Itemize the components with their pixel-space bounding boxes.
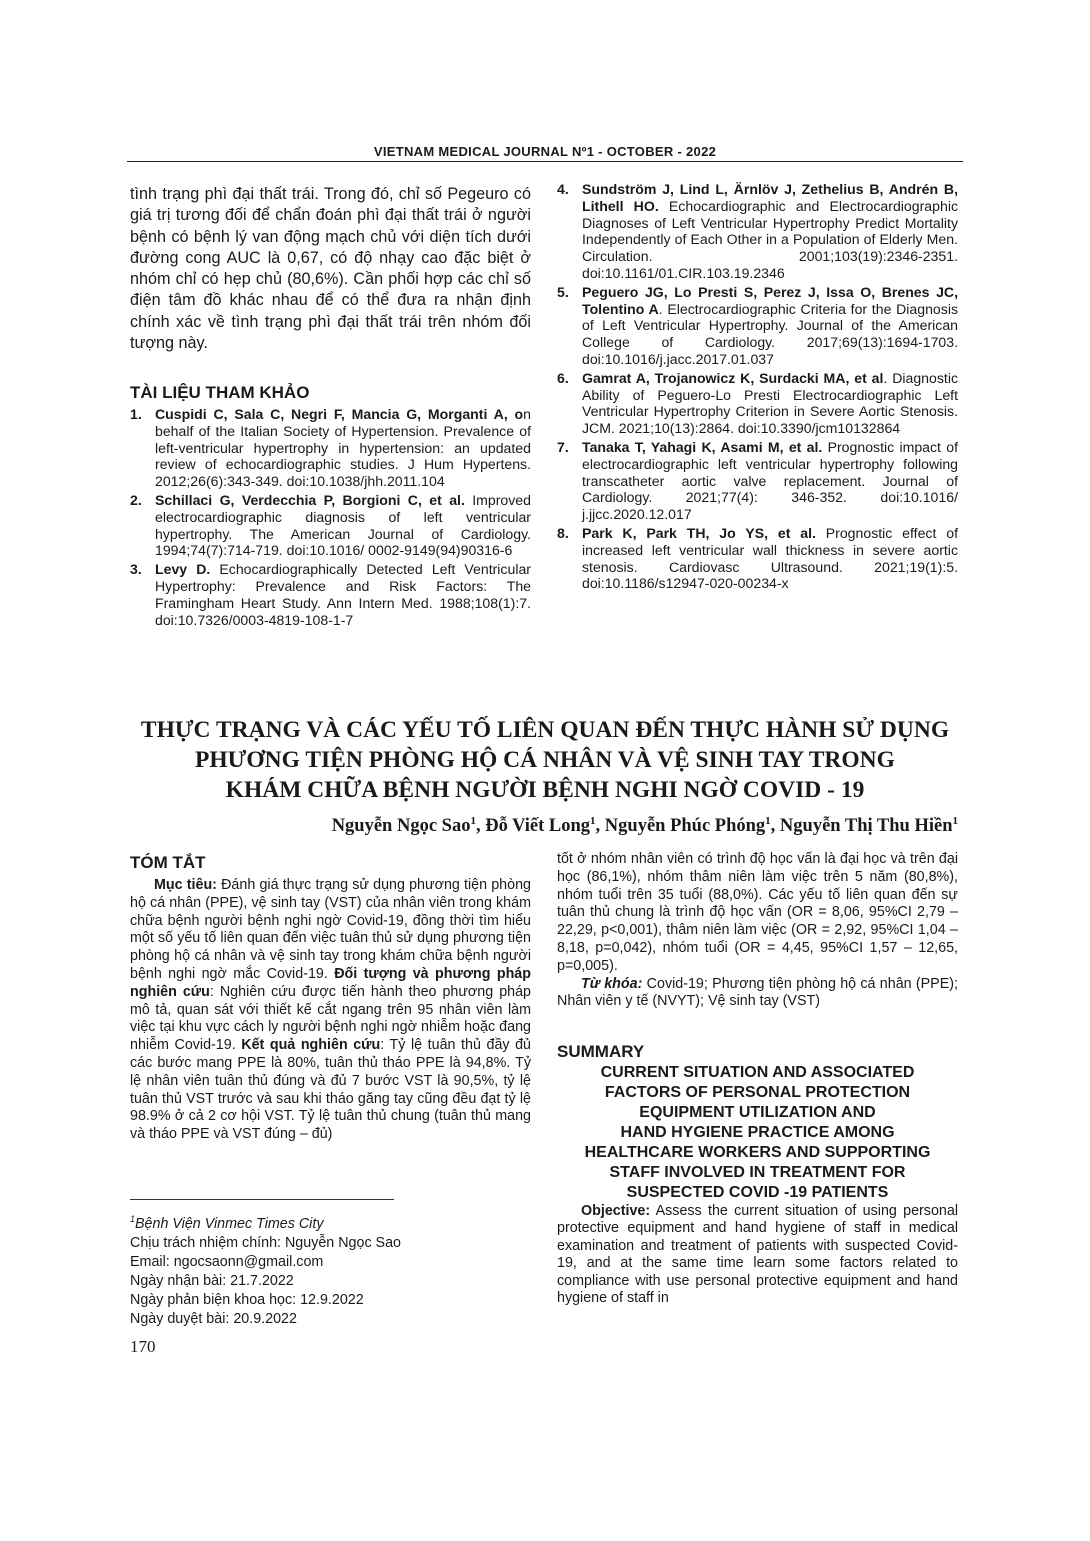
keywords-label: Từ khóa: [581,975,643,992]
article-title-line: THỰC TRẠNG VÀ CÁC YẾU TỐ LIÊN QUAN ĐẾN THỰC HÀNH SỬ DỤNG [140,717,950,743]
summary-title-line: FACTORS OF PERSONAL PROTECTION [604,1084,911,1101]
doi-tuong-label: Đối tượng và phương pháp nghiên cứu [130,965,531,1000]
reference-authors: Gamrat A, Trojanowicz K, Surdacki MA, et al [582,369,884,386]
footnote-rule [130,1199,394,1200]
reference-item [130,561,531,628]
reference-number: 2. [130,491,142,508]
summary-heading: SUMMARY [557,1042,645,1061]
article-title-line: KHÁM CHỮA BỆNH NGƯỜI BỆNH NGHI NGỜ COVID - 19 [225,777,865,803]
footnote-received: Ngày nhận bài: 21.7.2022 [130,1272,294,1289]
author-affiliation-sup: 1 [470,815,476,827]
reference-number: 5. [557,283,569,300]
reference-text: Prognostic effect of increased left ventricular wall thickness in severe aortic stenosis. Cardiovasc Ultrasound. 2021;19(1):5. doi:10.1186/s12947-020-00234-x [582,524,958,592]
references-list-left [130,406,531,628]
reference-number: 8. [557,524,569,541]
reference-item [130,492,531,559]
abstract-continued-text: tốt ở nhóm nhân viên có trình độ học vấn là đại học và trên đại học (86,1%), nhóm thâm niên làm việc trên 5 năm (80,8%), nhóm tuổi trên 35 tuổi (88,0%). Các yếu tố liên quan đến sự tuân thủ chung là trình độ học vấn (OR = 8,06, 95%CI 2,79 – 22,29, p<0,001), thâm niên làm việc (OR = 2,92, 95%CI 1,04 – 8,18, p=0,042), nhóm tuổi (OR = 4,45, 95%CI 1,57 – 12,65, p=0,005). [557,851,958,974]
footnote-responsible: Chịu trách nhiệm chính: Nguyễn Ngọc Sao [130,1234,401,1251]
reference-text: Prognostic impact of electrocardiographic left ventricular hypertrophy following transcatheter aortic valve replacement. Journal of Cardiology. 2021;77(4): 346-352. doi:10.1016/ j.jjcc.2020.12.017 [582,438,958,523]
reference-item [130,406,531,490]
intro-paragraph: tình trạng phì đại thất trái. Trong đó, chỉ số Pegeuro có giá trị tương đối để chẩn đoán phì đại thất trái ở người bệnh có bệnh lý van động mạch chủ với diện tích dưới đường cong AUC là 0,67, có độ nhạy cao đặc biệt ở nhóm chỉ có hẹp chủ (80,6%). Cần phối hợp các chỉ số điện tâm đồ khác nhau để có thể đưa ra nhận định chính xác về tình trạng phì đại thất trái trên nhóm đối tượng này. [130,185,531,353]
footnote-reviewed: Ngày phản biện khoa học: 12.9.2022 [130,1291,364,1308]
muc-tieu-text: Đánh giá thực trạng sử dụng phương tiện phòng hộ cá nhân (PPE), vệ sinh tay (VST) của nhân viên trong khám chữa bệnh người bệnh nghi ngờ Covid-19, đồng thời tìm hiểu một số yếu tố liên quan đến việc tuân thủ sử dụng phương tiện phòng hộ cá nhân và vệ sinh tay trong khám chữa bệnh người bệnh nghi ngờ mắc Covid-19. [130,877,531,982]
summary-title-line: SUSPECTED COVID -19 PATIENTS [626,1184,889,1201]
reference-item [557,284,958,368]
author-separator: , [595,816,605,837]
reference-authors: Park K, Park TH, Jo YS, et al. [582,524,816,541]
author-name: Nguyễn Phúc Phóng [604,816,766,837]
author-separator: , [770,816,780,837]
reference-text: . Electrocardiographic Criteria for the Diagnosis of Left Ventricular Hypertrophy. Journal of the American College of Cardiology. 2017;69(13):1694-1703. doi:10.1016/j.jacc.2017.01.037 [582,300,958,367]
tomtat-heading: TÓM TẮT [130,853,206,872]
keywords-paragraph [557,976,958,1012]
reference-number: 4. [557,181,569,197]
summary-title-line: STAFF INVOLVED IN TREATMENT FOR [609,1164,906,1181]
ket-qua-label: Kết quả nghiên cứu [241,1037,381,1054]
authors-line [100,815,958,837]
summary-title-line: HEALTHCARE WORKERS AND SUPPORTING [584,1144,931,1161]
summary-title-line: EQUIPMENT UTILIZATION AND [639,1104,876,1121]
references-list-right [557,181,958,592]
keywords-text: Covid-19; Phương tiện phòng hộ cá nhân (PPE); Nhân viên y tế (NVYT); Vệ sinh tay (VST) [557,975,958,1010]
reference-authors: Schillaci G, Verdecchia P, Borgioni C, et al. [155,491,465,508]
page-number: 170 [130,1337,156,1356]
reference-authors: Tanaka T, Yahagi K, Asami M, et al. [582,438,823,455]
objective-text: Assess the current situation of using personal protective equipment and hand hygiene of staff in medical examination and treatment of patients with suspected Covid-19, and at the same time learn some factors related to compliance with use personal protective equipment and hand hygiene of staff in [557,1203,958,1307]
footnote-accepted: Ngày duyệt bài: 20.9.2022 [130,1310,297,1327]
reference-text: Echocardiographic and Electrocardiographic Diagnoses of Left Ventricular Hypertrophy Predict Mortality Independently of Each Other in a Population of Elderly Men. Circulation. 2001;103(19):2346-2351. doi:10.1161/01.CIR.103.19.2346 [582,197,958,281]
summary-objective [557,1203,958,1307]
author-affiliation-sup: 1 [952,815,958,827]
reference-authors: Levy D. [155,561,211,578]
author-separator: , [475,816,486,837]
ket-qua-text: : Tỷ lệ tuân thủ đầy đủ các bước mang PPE là 80%, tuân thủ tháo PPE là 94,8%. Tỷ lệ nhân viên tuân thủ đúng và đủ 7 bước VST là 90,5%, tỷ lệ tuân thủ VST trước và sau khi tháo găng tay cũng đều đạt tỷ lệ 98.9% ở cả 2 cơ hội VST. Tỷ lệ tuân thủ chung (tuân thủ mang và tháo PPE và VST đúng – đủ) [130,1037,532,1143]
footnote-email: Email: ngocsaonn@gmail.com [130,1253,324,1270]
summary-title-line: CURRENT SITUATION AND ASSOCIATED [600,1064,915,1081]
article-title [100,715,990,805]
summary-title-line: HAND HYGIENE PRACTICE AMONG [620,1124,895,1141]
reference-number: 7. [557,438,569,455]
author-name: Nguyễn Thị Thu Hiền [779,816,953,837]
reference-text: n behalf of the Italian Society of Hypertension. Prevalence of left-ventricular hypertrophy in hypertension: an updated review of echocardiographic studies. J Hum Hypertens. 2012;26(6):343-349. doi:10.1038/jhh.2011.104 [155,406,531,490]
reference-text: . Diagnostic Ability of Peguero-Lo Presti Electrocardiographic Left Ventricular Hypertrophy Criterion in Severe Aortic Stenosis. JCM. 2021;10(13):2864. doi:10.3390/jcm10132864 [582,369,958,437]
article-title-line: PHƯƠNG TIỆN PHÒNG HỘ CÁ NHÂN VÀ VỆ SINH TAY TRONG [195,747,895,773]
reference-number: 1. [130,406,142,422]
reference-authors: Cuspidi C, Sala C, Negri F, Mancia G, Morganti A, o [155,406,524,422]
affiliation-sup: 1 [130,1214,136,1224]
reference-item [557,439,958,523]
author-name: Nguyễn Ngọc Sao [331,816,471,837]
reference-item [557,370,958,437]
affiliation-text: Bệnh Viện Vinmec Times City [135,1215,324,1232]
journal-header: VIETNAM MEDICAL JOURNAL Nº1 - OCTOBER - 2022 [373,144,717,159]
author-affiliation-sup: 1 [765,815,771,827]
reference-text: Improved electrocardiographic diagnosis of left ventricular hypertrophy. The American Journal of Cardiology. 1994;74(7):714-719. doi:10.1016/ 0002-9149(94)90316-6 [155,491,531,559]
footnote-affiliation [130,1210,531,1234]
objective-label: Objective: [581,1203,651,1219]
reference-authors: Peguero JG, Lo Presti S, Perez J, Issa O, Brenes JC, Tolentino A [582,283,958,317]
footnotes [130,1210,531,1329]
reference-number: 6. [557,369,569,386]
author-affiliation-sup: 1 [590,815,596,827]
reference-item [557,181,958,282]
reference-text: Echocardiographically Detected Left Ventricular Hypertrophy: Prevalence and Risk Factors: The Framingham Heart Study. Ann Intern Med. 1988;108(1):7. doi:10.7326/0003-4819-108-1-7 [155,561,531,628]
muc-tieu-label: Mục tiêu: [154,877,217,893]
author-name: Đỗ Viết Long [485,816,591,837]
reference-authors: Sundström J, Lind L, Ärnlöv J, Zethelius B, Andrén B, Lithell HO. [582,181,958,214]
summary-title [557,1063,958,1203]
reference-number: 3. [130,561,142,578]
header-rule [127,161,963,162]
abstract-vietnamese-continued [557,851,958,1011]
abstract-vietnamese [130,877,531,1144]
references-heading: TÀI LIỆU THAM KHẢO [130,383,310,402]
doi-tuong-text: : Nghiên cứu được tiến hành theo phương pháp mô tả, quan sát với thiết kế cắt ngang trên 95 nhân viên làm việc tại khu vực cách ly người bệnh nghi ngờ nhiễm hoặc đang nhiễm Covid-19. [130,983,531,1054]
reference-item [557,525,958,592]
